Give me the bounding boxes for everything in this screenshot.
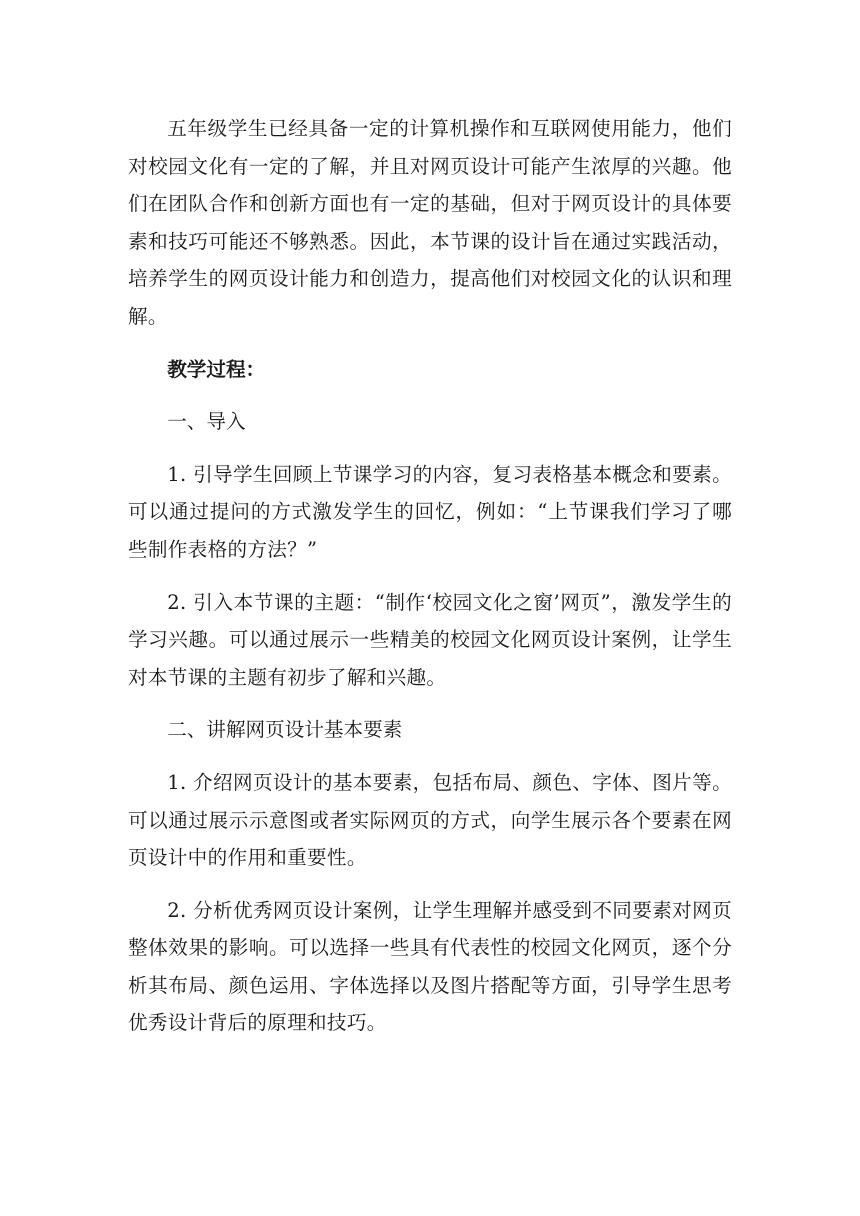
spacer xyxy=(128,877,732,892)
spacer xyxy=(128,441,732,456)
spacer xyxy=(128,696,732,711)
spacer xyxy=(128,749,732,764)
intro-paragraph: 五年级学生已经具备一定的计算机操作和互联网使用能力，他们对校园文化有一定的了解，并且对网页设计可能产生浓厚的兴趣。他们在团队合作和创新方面也有一定的基础，但对于网页设计的具体要素和技巧可能还不够熟悉。因此，本节课的设计旨在通过实践活动，培养学生的网页设计能力和创造力，提高他们对校园文化的认识和理解。 xyxy=(128,117,732,328)
list-item: 1. 引导学生回顾上节课学习的内容，复习表格基本概念和要素。可以通过提问的方式激发学生的回忆，例如：“上节课我们学习了哪些制作表格的方法？” xyxy=(128,462,732,561)
spacer xyxy=(128,336,732,351)
spacer xyxy=(128,388,732,403)
list-item: 1. 介绍网页设计的基本要素，包括布局、颜色、字体、图片等。可以通过展示示意图或者实际网页的方式，向学生展示各个要素在网页设计中的作用和重要性。 xyxy=(128,770,732,870)
list-item: 2. 分析优秀网页设计案例，让学生理解并感受到不同要素对网页整体效果的影响。可以选择一些具有代表性的校园文化网页，逐个分析其布局、颜色运用、字体选择以及图片搭配等方面，引导学生思考优秀设计背后的原理和技巧。 xyxy=(128,898,732,1035)
section-heading: 教学过程： xyxy=(167,357,266,381)
section-title-elements: 二、讲解网页设计基本要素 xyxy=(167,718,403,742)
section-title-intro: 一、导入 xyxy=(167,410,246,434)
spacer xyxy=(128,569,732,584)
list-item: 2. 引入本节课的主题：“制作‘校园文化之窗’网页”，激发学生的学习兴趣。可以通过展示一些精美的校园文化网页设计案例，让学生对本节课的主题有初步了解和兴趣。 xyxy=(128,590,732,689)
